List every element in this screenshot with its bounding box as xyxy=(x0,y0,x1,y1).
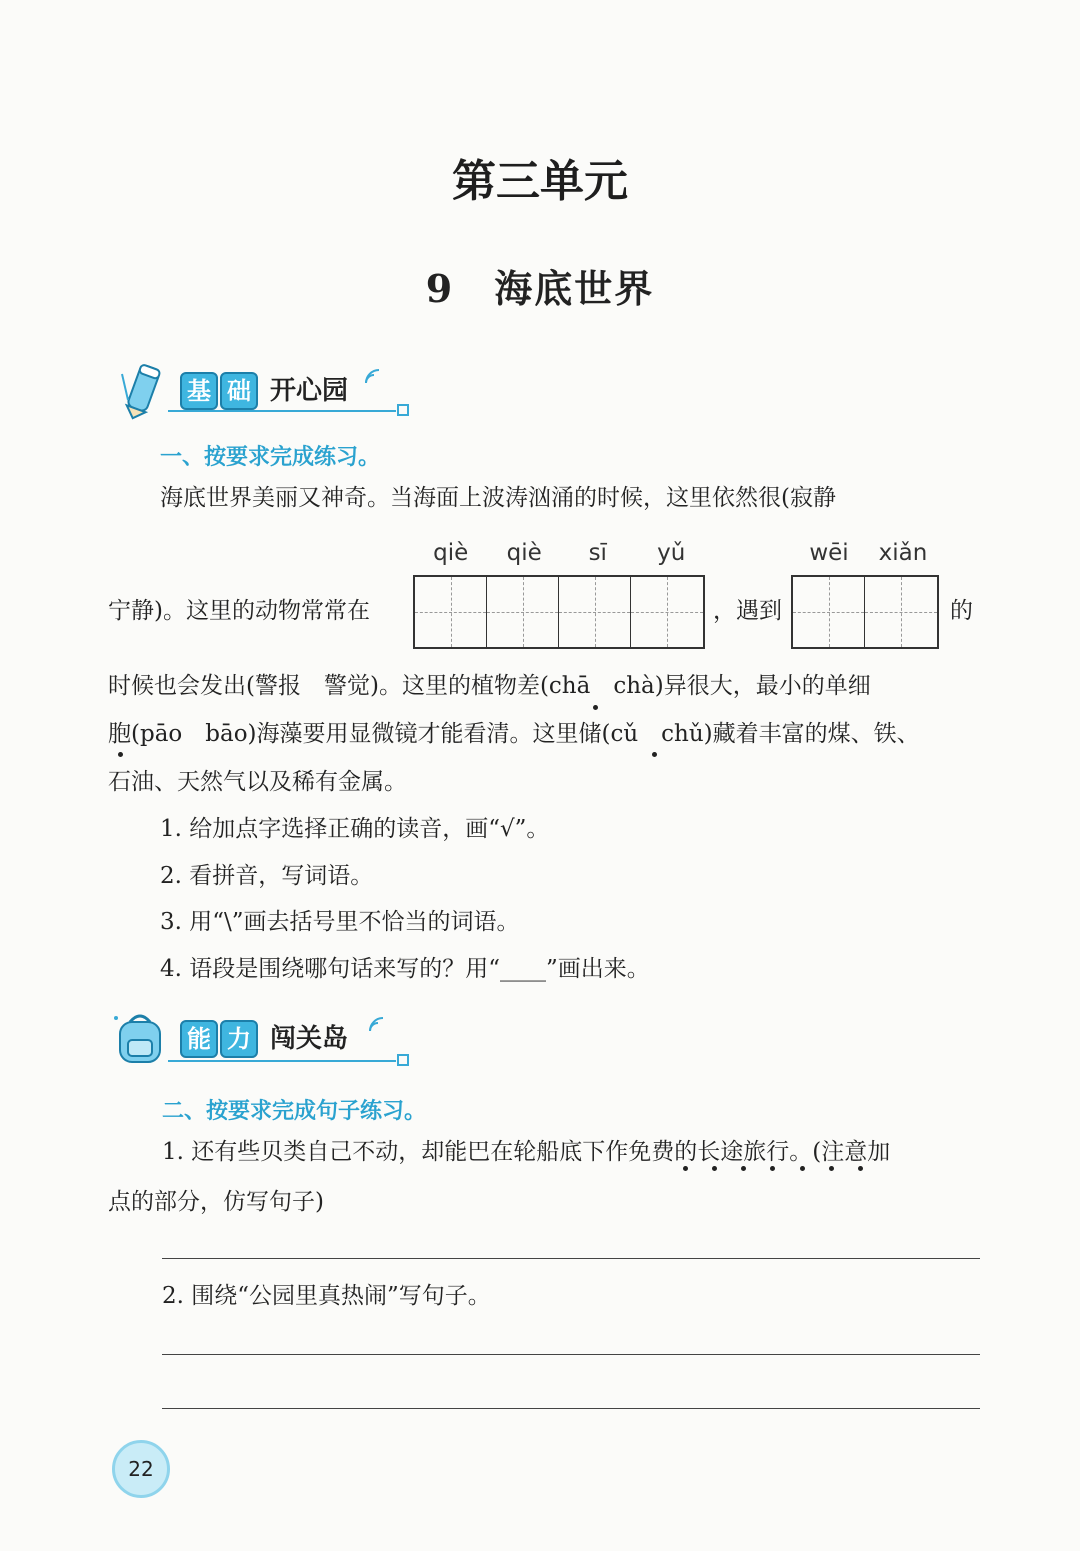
emphasis-dot xyxy=(593,705,598,710)
lesson-title xyxy=(0,258,1080,313)
question-2: 2. 围绕“公园里真热闹”写句子。 xyxy=(162,1283,491,1309)
passage-line-5: 石油、天然气以及稀有金属。 xyxy=(108,769,407,795)
answer-line[interactable] xyxy=(162,1354,980,1355)
pinyin: sī xyxy=(588,540,607,566)
page-number: 22 xyxy=(112,1440,170,1498)
lesson-name: 海底世界 xyxy=(494,266,655,311)
section-underline xyxy=(168,1060,396,1062)
badge-char-1: 能 xyxy=(180,1020,218,1058)
writing-cell[interactable] xyxy=(415,577,487,647)
task-2: 2. 看拼音，写词语。 xyxy=(160,863,374,889)
question-1-text: 1. 还有些贝类自己不动，却能巴在轮船底下作 xyxy=(162,1139,629,1165)
passage-line-4: 胞(pāo bāo)海藻要用显微镜才能看清。这里储(cǔ chǔ)藏着丰富的煤、铁、 xyxy=(108,721,920,747)
badge-char-2: 础 xyxy=(220,372,258,410)
passage-line-3: 时候也会发出(警报 警觉)。这里的植物差(chā chà)异很大，最小的单细 xyxy=(108,673,871,699)
writing-grid-2[interactable] xyxy=(791,575,939,649)
sound-wave-icon xyxy=(363,366,383,386)
emphasis-dot xyxy=(652,752,657,757)
dotted-phrase: 免费的长途旅行 xyxy=(628,1139,790,1165)
writing-cell[interactable] xyxy=(487,577,559,647)
lesson-number: 9 xyxy=(425,266,455,311)
section-name: 闯关岛 xyxy=(270,1024,349,1054)
corner-mark xyxy=(397,1054,409,1066)
pinyin-group-1 xyxy=(414,540,708,566)
pinyin: qiè xyxy=(506,540,542,566)
passage-line-2c: 的 xyxy=(950,598,973,624)
emphasis-dot xyxy=(118,752,123,757)
task-4: 4. 语段是围绕哪句话来写的？用“____”画出来。 xyxy=(160,956,650,982)
writing-cell[interactable] xyxy=(559,577,631,647)
writing-cell[interactable] xyxy=(631,577,703,647)
task-1: 1. 给加点字选择正确的读音，画“√”。 xyxy=(160,816,550,842)
passage-line-2a: 宁静)。这里的动物常常在 xyxy=(108,598,370,624)
sound-wave-icon xyxy=(367,1014,387,1034)
pinyin-group-2 xyxy=(792,540,940,566)
pencil-icon xyxy=(118,360,168,420)
writing-cell[interactable] xyxy=(865,577,937,647)
emphasis-dots xyxy=(683,1166,863,1171)
badge-char-2: 力 xyxy=(220,1020,258,1058)
corner-mark xyxy=(397,404,409,416)
exercise-heading-1: 一、按要求完成练习。 xyxy=(160,445,381,470)
section-underline xyxy=(168,410,396,412)
exercise-heading-2: 二、按要求完成句子练习。 xyxy=(162,1099,427,1124)
question-1-line-2: 点的部分，仿写句子) xyxy=(108,1189,324,1215)
writing-grid-1[interactable] xyxy=(413,575,705,649)
writing-cell[interactable] xyxy=(793,577,865,647)
task-3: 3. 用“\”画去括号里不恰当的词语。 xyxy=(160,909,520,935)
pinyin: qiè xyxy=(433,540,469,566)
pinyin: yǔ xyxy=(657,540,686,566)
badge-char-1: 基 xyxy=(180,372,218,410)
section-name: 开心园 xyxy=(270,376,349,406)
backpack-icon xyxy=(112,1010,170,1070)
passage-line-2b: ，遇到 xyxy=(713,598,782,624)
pinyin: wēi xyxy=(809,540,849,566)
unit-title: 第三单元 xyxy=(452,156,628,207)
question-1-line-1 xyxy=(162,1138,890,1166)
passage-line-1: 海底世界美丽又神奇。当海面上波涛汹涌的时候，这里依然很(寂静 xyxy=(160,485,836,511)
pinyin: xiǎn xyxy=(878,540,928,566)
answer-line[interactable] xyxy=(162,1258,980,1259)
answer-line[interactable] xyxy=(162,1408,980,1409)
question-1-note: 。(注意加 xyxy=(789,1139,891,1165)
